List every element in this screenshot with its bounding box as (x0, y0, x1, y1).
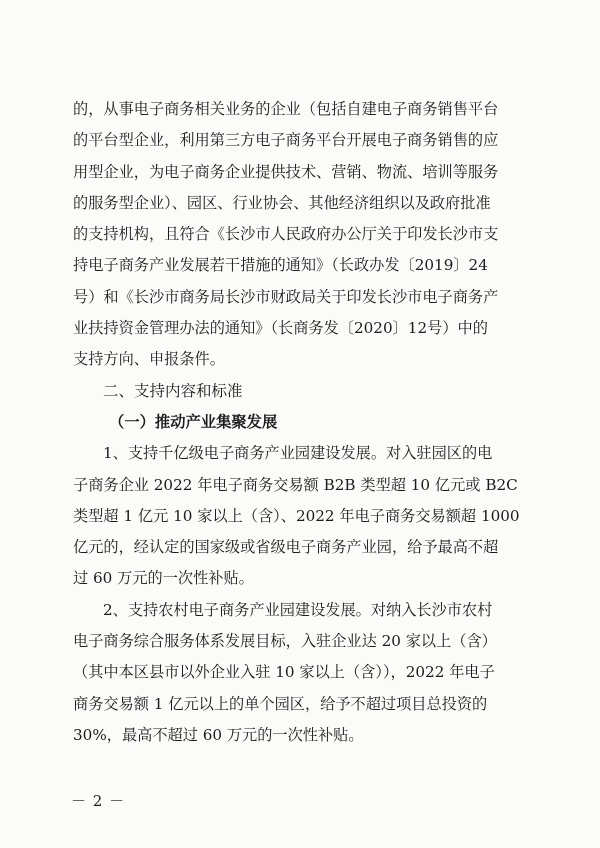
text-line: 亿元的，经认定的国家级或省级电子商务产业园，给予最高不超 (73, 538, 499, 557)
text-line: 类型超 1 亿元 10 家以上（含）、2022 年电子商务交易额超 1000 (73, 506, 520, 525)
text-line: 业扶持资金管理办法的通知》（长商务发〔2020〕12号）中的 (73, 319, 488, 338)
text-line: 子商务企业 2022 年电子商务交易额 B2B 类型超 10 亿元或 B2C (73, 475, 518, 494)
text-line: 2、支持农村电子商务产业园建设发展。对纳入长沙市农村 (103, 600, 493, 619)
text-line: 支持方向、申报条件。 (73, 350, 225, 369)
section-heading: 二、支持内容和标准 (103, 381, 243, 400)
paragraph-1 (73, 438, 541, 594)
subsection-heading: （一）推动产业集聚发展 (109, 412, 278, 431)
body-text (73, 94, 541, 751)
paragraph-2 (73, 595, 541, 751)
text-line: 持电子商务产业发展若干措施的通知》（长政办发〔2019〕24 (73, 256, 488, 275)
page-number: － 2 － (71, 792, 126, 810)
paragraph-intro (73, 94, 541, 376)
text-line: 的，从事电子商务相关业务的企业（包括自建电子商务销售平台 (73, 100, 499, 118)
text-line: 过 60 万元的一次性补贴。 (73, 569, 254, 588)
text-line: 30%，最高不超过 60 万元的一次性补贴。 (73, 725, 364, 744)
text-line: 的平台型企业，利用第三方电子商务平台开展电子商务销售的应 (73, 131, 499, 150)
text-line: 1、支持千亿级电子商务产业园建设发展。对入驻园区的电 (103, 444, 493, 463)
text-line: （其中本区县市以外企业入驻 10 家以上（含）），2022 年电子 (73, 663, 495, 682)
text-line: 号）和《长沙市商务局长沙市财政局关于印发长沙市电子商务产 (73, 287, 499, 306)
text-line: 的服务型企业）、园区、行业协会、其他经济组织以及政府批准 (73, 193, 491, 212)
text-line: 的支持机构，且符合《长沙市人民政府办公厅关于印发长沙市支 (73, 225, 499, 244)
text-line: 商务交易额 1 亿元以上的单个园区，给予不超过项目总投资的 (73, 694, 488, 713)
text-line: 用型企业，为电子商务企业提供技术、营销、物流、培训等服务 (73, 162, 499, 181)
text-line: 电子商务综合服务体系发展目标，入驻企业达 20 家以上（含） (73, 632, 497, 651)
